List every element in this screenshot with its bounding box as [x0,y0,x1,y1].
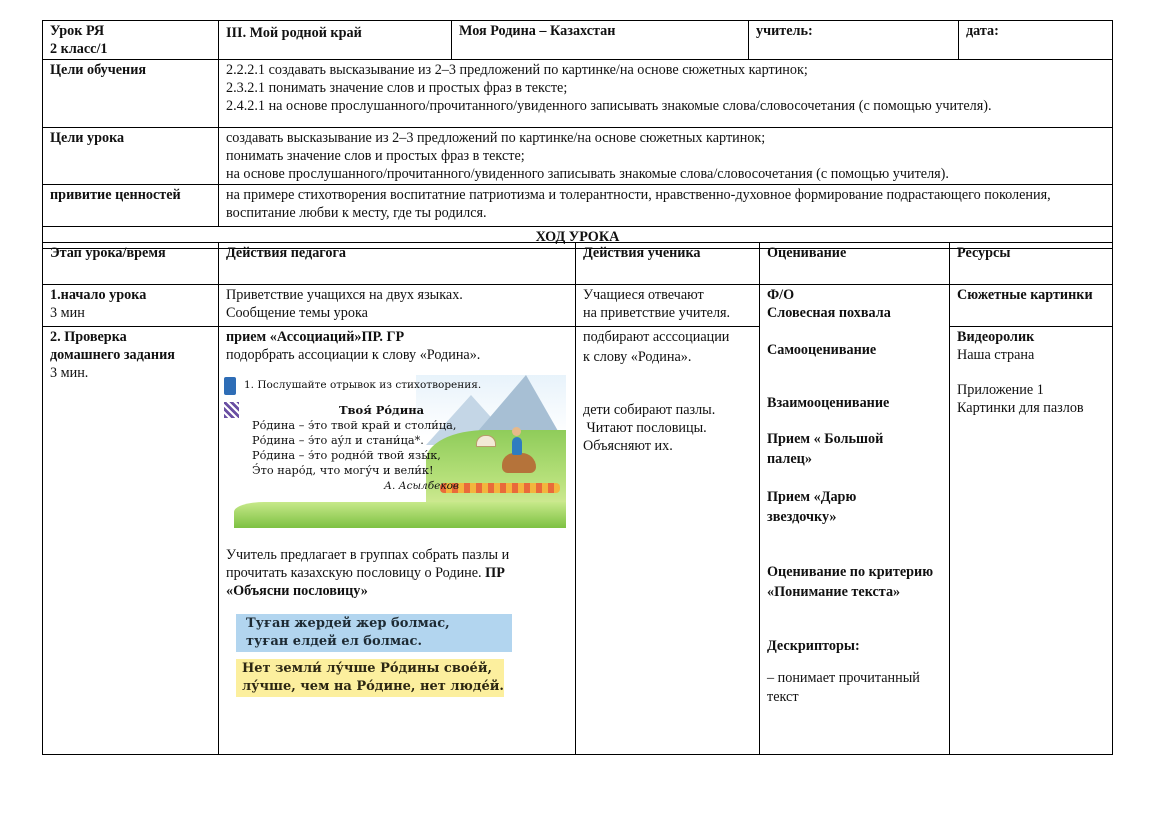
topic-title: Моя Родина – Казахстан [459,23,616,39]
assessment-self: Самооценивание [767,342,877,358]
column-header-student: Действия ученика [583,245,701,261]
proverb-russian-line: лу́чше, чем на Ро́дине, нет люде́й. [242,679,504,694]
explain-proverb-technique: ПР «Объясни пословицу» [226,565,505,599]
stage2-teacher-cell [219,327,576,755]
puzzle-task [226,546,568,600]
column-header [760,243,950,285]
poem-line: Ро́дина – э́то твой край и столи́ца, [252,419,457,432]
audio-icon [224,377,236,395]
assessment-thumb: Прием « Большой палец» [767,431,884,467]
rider-illustration [512,437,522,455]
descriptors-label: Дескрипторы: [767,638,860,654]
assessment-cell [760,285,950,755]
column-header-stage: Этап урока/время [50,245,166,261]
rider-head-illustration [512,427,521,436]
learning-goals-label-cell [43,60,219,128]
column-header-resources: Ресурсы [957,245,1011,261]
column-header [43,243,219,285]
stage1-name-cell [43,285,219,327]
stage-row-start [43,285,1113,327]
stage2-name-line2: домашнего задания [50,347,175,363]
stage2-name-line1: 2. Проверка [50,329,127,345]
stage1-resource: Сюжетные картинки [957,287,1093,303]
grass-illustration [234,502,566,528]
lesson-cell [43,21,219,60]
assessment-peer: Взаимооценивание [767,395,890,411]
assessment-star: Прием «Дарю звездочку» [767,489,857,525]
descriptor-item: – понимает прочитанный текст [767,670,920,705]
stage1-student-action: Учащиеся отвечают [583,287,704,303]
lesson-course-table [42,242,1113,755]
proverb-kazakh [236,614,512,652]
stage2-student-cell [576,327,760,755]
poem-line: Э́то наро́д, что могу́ч и вели́к! [252,464,434,477]
stage2-name-cell [43,327,219,755]
date-cell [959,21,1113,60]
learning-goal-item: 2.2.2.1 создавать высказывание из 2–3 предложений по картинке/на основе сюжетных картинок; [226,62,808,78]
stage1-student-action: на приветствие учителя. [583,305,731,321]
learning-goal-item: 2.4.2.1 на основе прослушанного/прочитанного/увиденного записывать знакомые слова/словосочетания (с помощью учителя). [226,98,992,114]
lesson-goals-label: Цели урока [50,130,125,146]
header-row [43,21,1113,60]
resource-appendix-desc: Картинки для пазлов [957,400,1084,416]
student-action: к слову «Родина». [583,348,692,365]
course-title: ХОД УРОКА [535,229,620,245]
poem-title: Твоя́ Ро́дина [339,403,425,417]
stage-row-homework [43,327,1113,755]
section-cell [219,21,452,60]
section-title: III. Мой родной край [226,25,362,41]
stage1-teacher-action: Приветствие учащихся на двух языках. [226,287,463,303]
values-label-cell [43,185,219,227]
stage1-time: 3 мин [50,305,85,321]
lesson-label: Урок РЯ [50,23,105,39]
proverb-russian [236,659,504,697]
yurt-illustration [476,435,496,447]
proverb-russian-line: Нет земли́ лу́чше Ро́дины свое́й, [242,661,492,676]
poem-line: Ро́дина – э́то ау́л и стани́ца*. [252,434,424,447]
lesson-goal-item: на основе прослушанного/прочитанного/увиденного записывать знакомые слова/словосочетания (с помощью учителя). [226,166,949,182]
lesson-goals-row [43,128,1113,185]
stage1-resources-cell [950,285,1113,327]
lesson-header-table [42,20,1113,249]
associations-task: подорбрать ассоциации к слову «Родина». [226,347,481,363]
column-header [219,243,576,285]
stage1-name: 1.начало урока [50,287,147,303]
lesson-goal-item: понимать значение слов и простых фраз в тексте; [226,148,525,164]
student-action: дети собирают пазлы. [583,402,716,418]
poem-author: А. Асылбеков [384,480,460,492]
stage2-time: 3 мин. [50,365,89,381]
lesson-goals-label-cell [43,128,219,185]
student-action: подбирают асссоциации [583,329,730,345]
qr-code-icon [224,402,239,418]
poem-illustration [224,375,566,528]
poem-instruction: 1. Послушайте отрывок из стихотворения. [244,379,482,391]
resource-video: Видеоролик [957,329,1035,345]
learning-goal-item: 2.3.2.1 понимать значение слов и простых фраз в тексте; [226,80,568,96]
assessment-praise: Словесная похвала [767,305,891,321]
learning-goals-cell [219,60,1113,128]
values-row [43,185,1113,227]
lesson-goal-item: создавать высказывание из 2–3 предложений по картинке/на основе сюжетных картинок; [226,130,766,146]
stage2-resources-cell [950,327,1113,755]
column-header [950,243,1113,285]
column-header-teacher: Действия педагога [226,245,347,261]
stage1-teacher-action: Сообщение темы урока [226,305,368,321]
resource-video-name: Наша страна [957,347,1035,363]
columns-header-row [43,243,1113,285]
teacher-cell [749,21,959,60]
column-header [576,243,760,285]
learning-goals-label: Цели обучения [50,62,147,78]
proverb-kazakh-line: Туған жердей жер болмас, [246,616,450,631]
assessment-criterion: Оценивание по критерию «Понимание текста» [767,564,934,600]
date-label: дата: [966,23,999,39]
stage1-student-cell [576,285,760,327]
assessment-fo: Ф/О [767,287,795,303]
learning-goals-row [43,60,1113,128]
horse-illustration [502,453,536,473]
stage1-teacher-cell [219,285,576,327]
grade-label: 2 класс/1 [50,41,108,57]
column-header-assessment: Оценивание [767,245,847,261]
values-cell [219,185,1113,227]
values-text: на примере стихотворения воспитатние патриотизма и толерантности, нравственно-духовное формирование подрастающего поколения, воспитание любви к месту, где ты родился. [226,187,1051,221]
proverb-kazakh-line: туған елдей ел болмас. [246,634,422,649]
associations-technique: прием «Ассоциаций»ПР. ГР [226,329,405,345]
student-action: Объясняют их. [583,438,673,454]
teacher-label: учитель: [756,23,813,39]
values-label: привитие ценностей [50,187,181,203]
poem-line: Ро́дина – э́то родно́й твой язы́к, [252,449,441,462]
lesson-goals-cell [219,128,1113,185]
student-action: Читают пословицы. [583,420,707,436]
puzzle-task-text: Учитель предлагает в группах собрать пазлы и прочитать казахскую пословицу о Родине. [226,547,510,581]
topic-cell [452,21,749,60]
resource-appendix: Приложение 1 [957,382,1044,398]
